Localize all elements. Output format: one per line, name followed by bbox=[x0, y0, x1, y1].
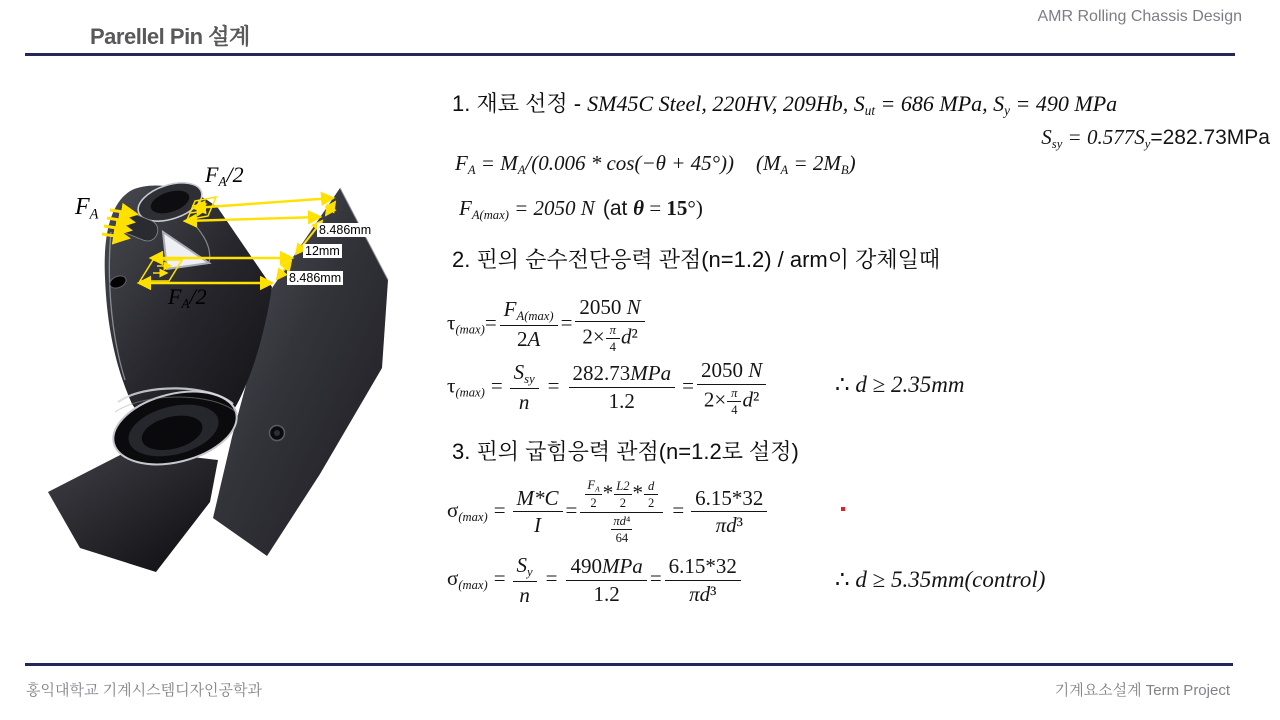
label-fa-half-bottom: FA/2 bbox=[168, 284, 207, 312]
footer-divider bbox=[25, 663, 1233, 666]
item3-heading: 3. 핀의 굽힘응력 관점(n=1.2로 설정) bbox=[452, 439, 799, 464]
conclusion-shear: ∴ d ≥ 2.35mm bbox=[835, 372, 965, 397]
item2-heading: 2. 핀의 순수전단응력 관점(n=1.2) / arm이 강체일때 bbox=[452, 247, 941, 272]
formula-tau-1: τ(max)= $\frac{FA(\max)}{2A}$ = 2050 N 2× $\frac{\pi}{4}$ d² bbox=[447, 295, 648, 354]
dimension-label-bottom: 8.486mm bbox=[289, 271, 342, 285]
red-dot bbox=[841, 507, 845, 511]
formula-sigma-1: σ(max) = $\frac{M*C}{I}$ = $\frac{FA}{2}$ * $\frac{L2}{2}$ * $\frac{d}{2}$ $\frac{\text{πd⁴}}{64}$ = $\frac{6.15*32}{\text{πd³}}$ bbox=[447, 478, 770, 546]
cad-figure bbox=[20, 140, 450, 585]
header-divider bbox=[25, 53, 1235, 56]
formula-sigma-2: σ(max) = $\frac{Sy}{n}$ = $\frac{\text{490MPa}}{1.2}$ = $\frac{6.15*32}{\text{πd³}}$ bbox=[447, 553, 744, 608]
formula-tau-2: τ(max) = $\frac{\text{Ssy}}{n}$ = $\frac{\text{282.73MPa}}{1.2}$ = 2050 N 2× $\frac{\pi}{4}$ d² bbox=[447, 358, 769, 417]
formula-fa-max: FA(max) = 2050 N (at θ = 15°) bbox=[459, 196, 703, 223]
item1-heading: 1. 재료 선정 - SM45C Steel, 220HV, 209Hb, Sut = 686 MPa, Sy = 490 MPa bbox=[452, 91, 1118, 119]
shaft-cylinder bbox=[48, 450, 218, 572]
formula-fa: FA = MA/(0.006 * cos(−θ + 45°)) (MA = 2MB) bbox=[455, 151, 856, 178]
footer-department: 홍익대학교 기계시스템디자인공학과 bbox=[26, 682, 263, 699]
page-title: Parellel Pin 설계 bbox=[90, 24, 250, 49]
dimension-label-top: 8.486mm bbox=[319, 223, 372, 237]
label-fa: FA bbox=[75, 194, 99, 223]
footer-course: 기계요소설계 Term Project bbox=[1054, 682, 1230, 699]
header-project-name: AMR Rolling Chassis Design bbox=[1037, 8, 1242, 25]
label-fa-half-top: FA/2 bbox=[205, 162, 244, 190]
formula-ssy: Ssy = 0.577Sy=282.73MPa bbox=[1041, 125, 1270, 152]
conclusion-bending: ∴ d ≥ 5.35mm(control) bbox=[835, 567, 1046, 592]
dimension-label-mid: 12mm bbox=[305, 244, 340, 258]
